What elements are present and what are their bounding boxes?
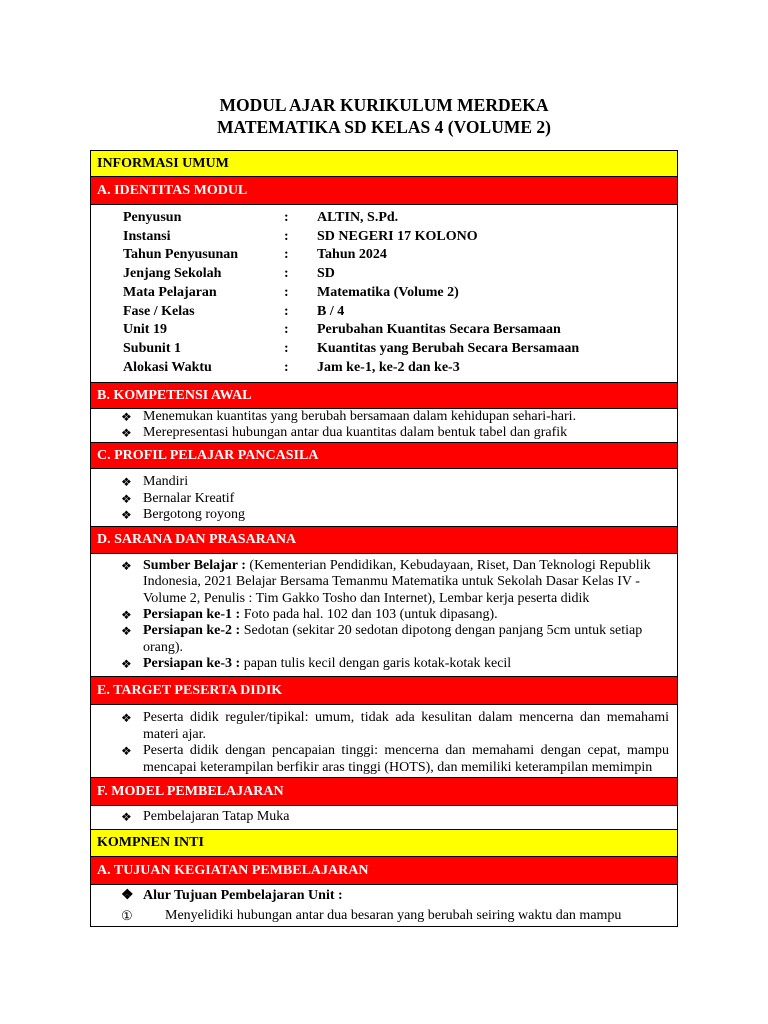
tujuan-cell: ❖ Alur Tujuan Pembelajaran Unit : ① Menyelidiki hubungan antar dua besaran yang berubah seiring waktu dan mampu	[121, 888, 622, 923]
identitas-label: Penyusun	[123, 210, 182, 225]
bullet-icon: ❖	[121, 559, 132, 573]
identitas-value: Perubahan Kuantitas Secara Bersamaan	[317, 322, 561, 338]
section-identitas-modul: A. IDENTITAS MODUL	[91, 177, 677, 205]
identitas-label: Tahun Penyusunan	[123, 247, 239, 263]
bullet-icon: ❖	[121, 657, 132, 671]
identitas-label: Unit 19	[123, 322, 167, 338]
identitas-label: Subunit 1	[123, 340, 181, 356]
section-informasi-umum: INFORMASI UMUM	[91, 151, 677, 177]
bullet-icon: ❖	[121, 624, 132, 639]
identitas-value: SD NEGERI 17 KOLONO	[317, 228, 478, 244]
bullet-icon: ❖	[121, 810, 132, 824]
identitas-separator: :	[284, 303, 289, 319]
section-model-pembelajaran: F. MODEL PEMBELAJARAN	[91, 778, 677, 806]
identitas-value: Matematika (Volume 2)	[317, 284, 459, 300]
section-profil-pelajar: C. PROFIL PELAJAR PANCASILA	[91, 443, 677, 469]
identitas-separator: :	[284, 228, 289, 244]
profil-cell: ❖ Mandiri ❖ Bernalar Kreatif ❖ Bergotong royong	[91, 469, 677, 527]
section-tujuan-kegiatan: A. TUJUAN KEGIATAN PEMBELAJARAN	[91, 857, 677, 885]
bullet-icon: ❖	[121, 744, 132, 758]
identitas-value: Kuantitas yang Berubah Secara Bersamaan	[317, 340, 580, 356]
bullet-icon: ❖	[121, 491, 132, 506]
section-kompnen-inti: KOMPNEN INTI	[91, 830, 677, 857]
bullet-icon: ❖	[121, 888, 134, 903]
module-table	[90, 150, 678, 927]
target-cell: ❖ Peserta didik reguler/tipikal: umum, tidak ada kesulitan dalam mencerna dan memahami materi ajar. ❖ Peserta didik dengan pencapaian tinggi: mencerna dan memahami dengan cepat, mampu mencapai keterampilan berfikir aras tinggi (HOTS), dan memiliki keterampilan memimpin	[91, 705, 677, 778]
identitas-value: B / 4	[317, 303, 345, 319]
identitas-label: Instansi	[123, 228, 171, 244]
identitas-separator: :	[284, 247, 289, 263]
identitas-cell	[91, 205, 677, 383]
identitas-separator: :	[284, 340, 289, 356]
sarana-cell: ❖ Sumber Belajar : (Kementerian Pendidikan, Kebudayaan, Riset, Dan Teknologi Republik Indonesia, 2021 Belajar Bersama Temanmu Matematika untuk Sekolah Dasar Kelas IV - Volume 2, Penulis : Tim Gakko Tosho dan Internet), Lembar kerja peserta didik ❖ Persiapan ke-1 : Foto pada hal. 102 dan 103 (untuk dipasang). ❖ Persiapan ke-2 : Sedotan (sekitar 20 sedotan dipotong dengan panjang 5cm untuk setiap orang). ❖ Persiapan ke-3 : papan tulis kecil dengan garis kotak-kotak kecil	[91, 554, 677, 677]
document-title-line-2: MATEMATIKA SD KELAS 4 (VOLUME 2)	[217, 117, 551, 137]
identitas-value: SD	[317, 266, 335, 282]
identitas-label: Alokasi Waktu	[123, 359, 212, 375]
identitas-label: Fase / Kelas	[123, 303, 195, 319]
identitas-label: Mata Pelajaran	[123, 284, 217, 300]
section-sarana-prasarana: D. SARANA DAN PRASARANA	[91, 527, 677, 554]
kompetensi-cell: ❖ Menemukan kuantitas yang berubah bersamaan dalam kehidupan sehari-hari. ❖ Merepresentasi hubungan antar dua kuantitas dalam bentuk tabel dan grafik	[91, 409, 677, 443]
bullet-icon: ❖	[121, 426, 132, 440]
identitas-value: ALTIN, S.Pd.	[317, 210, 399, 225]
bullet-icon: ❖	[121, 410, 132, 424]
section-kompetensi-awal: B. KOMPETENSI AWAL	[91, 383, 677, 409]
section-target-peserta: E. TARGET PESERTA DIDIK	[91, 677, 677, 705]
bullet-icon: ❖	[121, 711, 132, 725]
identitas-value: Jam ke-1, ke-2 dan ke-3	[317, 359, 460, 375]
identitas-separator: :	[284, 266, 289, 282]
document-title-line-1: MODUL AJAR KURIKULUM MERDEKA	[219, 95, 549, 115]
bullet-icon: ❖	[121, 508, 132, 522]
circled-one-icon: ①	[121, 908, 133, 923]
identitas-label: Jenjang Sekolah	[123, 266, 222, 282]
bullet-icon: ❖	[121, 475, 132, 489]
identitas-separator: :	[284, 210, 289, 225]
identitas-value: Tahun 2024	[317, 247, 387, 263]
identitas-separator: :	[284, 359, 289, 375]
bullet-icon: ❖	[121, 608, 132, 622]
identitas-separator: :	[284, 322, 289, 338]
model-cell: ❖ Pembelajaran Tatap Muka	[91, 806, 677, 830]
identitas-separator: :	[284, 284, 289, 300]
